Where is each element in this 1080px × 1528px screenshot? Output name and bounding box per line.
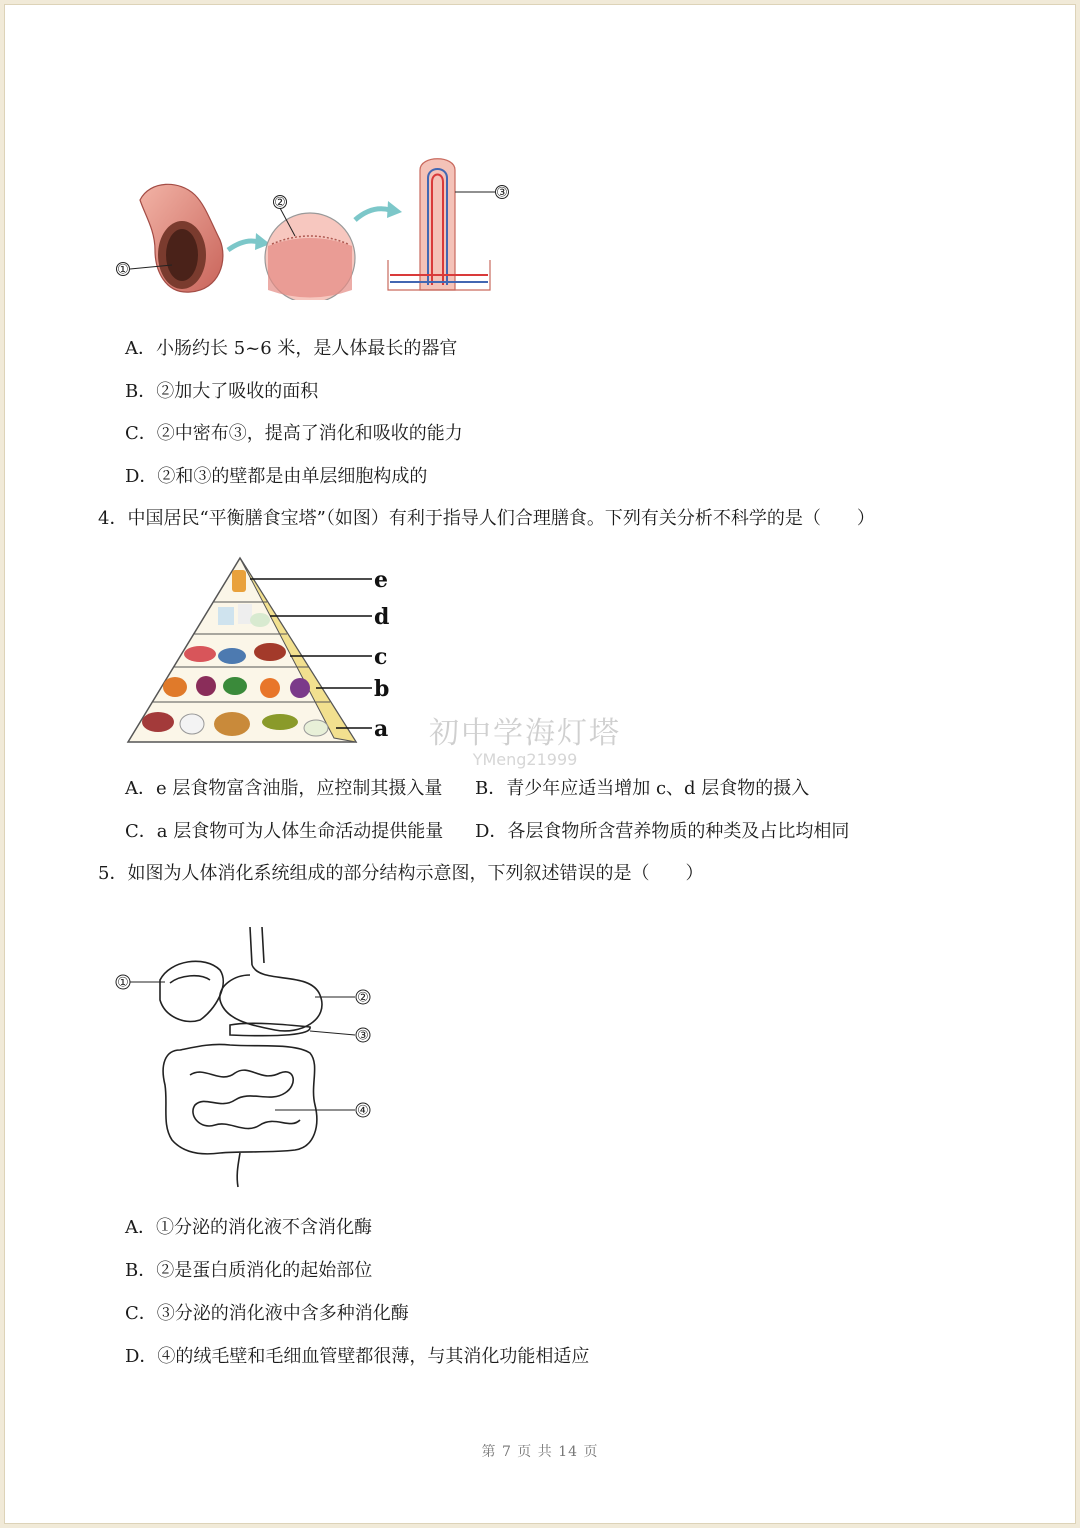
pyramid-label-c: c [374,644,388,670]
q5-option-d: D．④的绒毛壁和毛细血管壁都很薄，与其消化功能相适应 [125,1346,590,1367]
mark-2: ② [274,195,286,211]
q5-option-c: C．③分泌的消化液中含多种消化酶 [125,1303,409,1324]
q3-option-d: D．②和③的壁都是由单层细胞构成的 [125,466,428,487]
digestive-mark-2: ② [357,990,369,1006]
watermark-sub: YMeng21999 [472,750,578,769]
food-pyramid-figure [120,552,400,752]
pyramid-label-a: a [374,716,389,742]
q5-stem: 5．如图为人体消化系统组成的部分结构示意图，下列叙述错误的是（ ） [98,863,704,884]
mark-1: ① [117,262,129,278]
q3-option-b: B．②加大了吸收的面积 [125,381,319,402]
q4-stem: 4．中国居民“平衡膳食宝塔”（如图）有利于指导人们合理膳食。下列有关分析不科学的是（ ） [98,508,875,529]
digestive-mark-3: ③ [357,1028,369,1044]
q5-option-b: B．②是蛋白质消化的起始部位 [125,1260,373,1281]
digestive-system-figure [110,925,390,1190]
q4-option-a: A．e 层食物富含油脂，应控制其摄入量 [125,778,443,799]
watermark-title: 初中学海灯塔 [429,716,621,751]
q3-option-c: C．②中密布③，提高了消化和吸收的能力 [125,423,463,444]
digestive-mark-1: ① [117,975,129,991]
small-intestine-figure [110,150,530,300]
q4-option-b: B．青少年应适当增加 c、d 层食物的摄入 [475,778,810,799]
digestive-mark-4: ④ [357,1103,369,1119]
pyramid-label-d: d [374,604,390,630]
q4-option-d: D．各层食物所含营养物质的种类及占比均相同 [475,821,850,842]
q3-option-a: A．小肠约长 5~6 米，是人体最长的器官 [125,338,458,359]
mark-3: ③ [496,185,508,201]
q4-option-c: C．a 层食物可为人体生命活动提供能量 [125,821,444,842]
q5-option-a: A．①分泌的消化液不含消化酶 [125,1217,372,1238]
page-footer: 第 7 页 共 14 页 [481,1444,599,1460]
pyramid-label-e: e [374,567,388,593]
pyramid-label-b: b [374,676,390,702]
